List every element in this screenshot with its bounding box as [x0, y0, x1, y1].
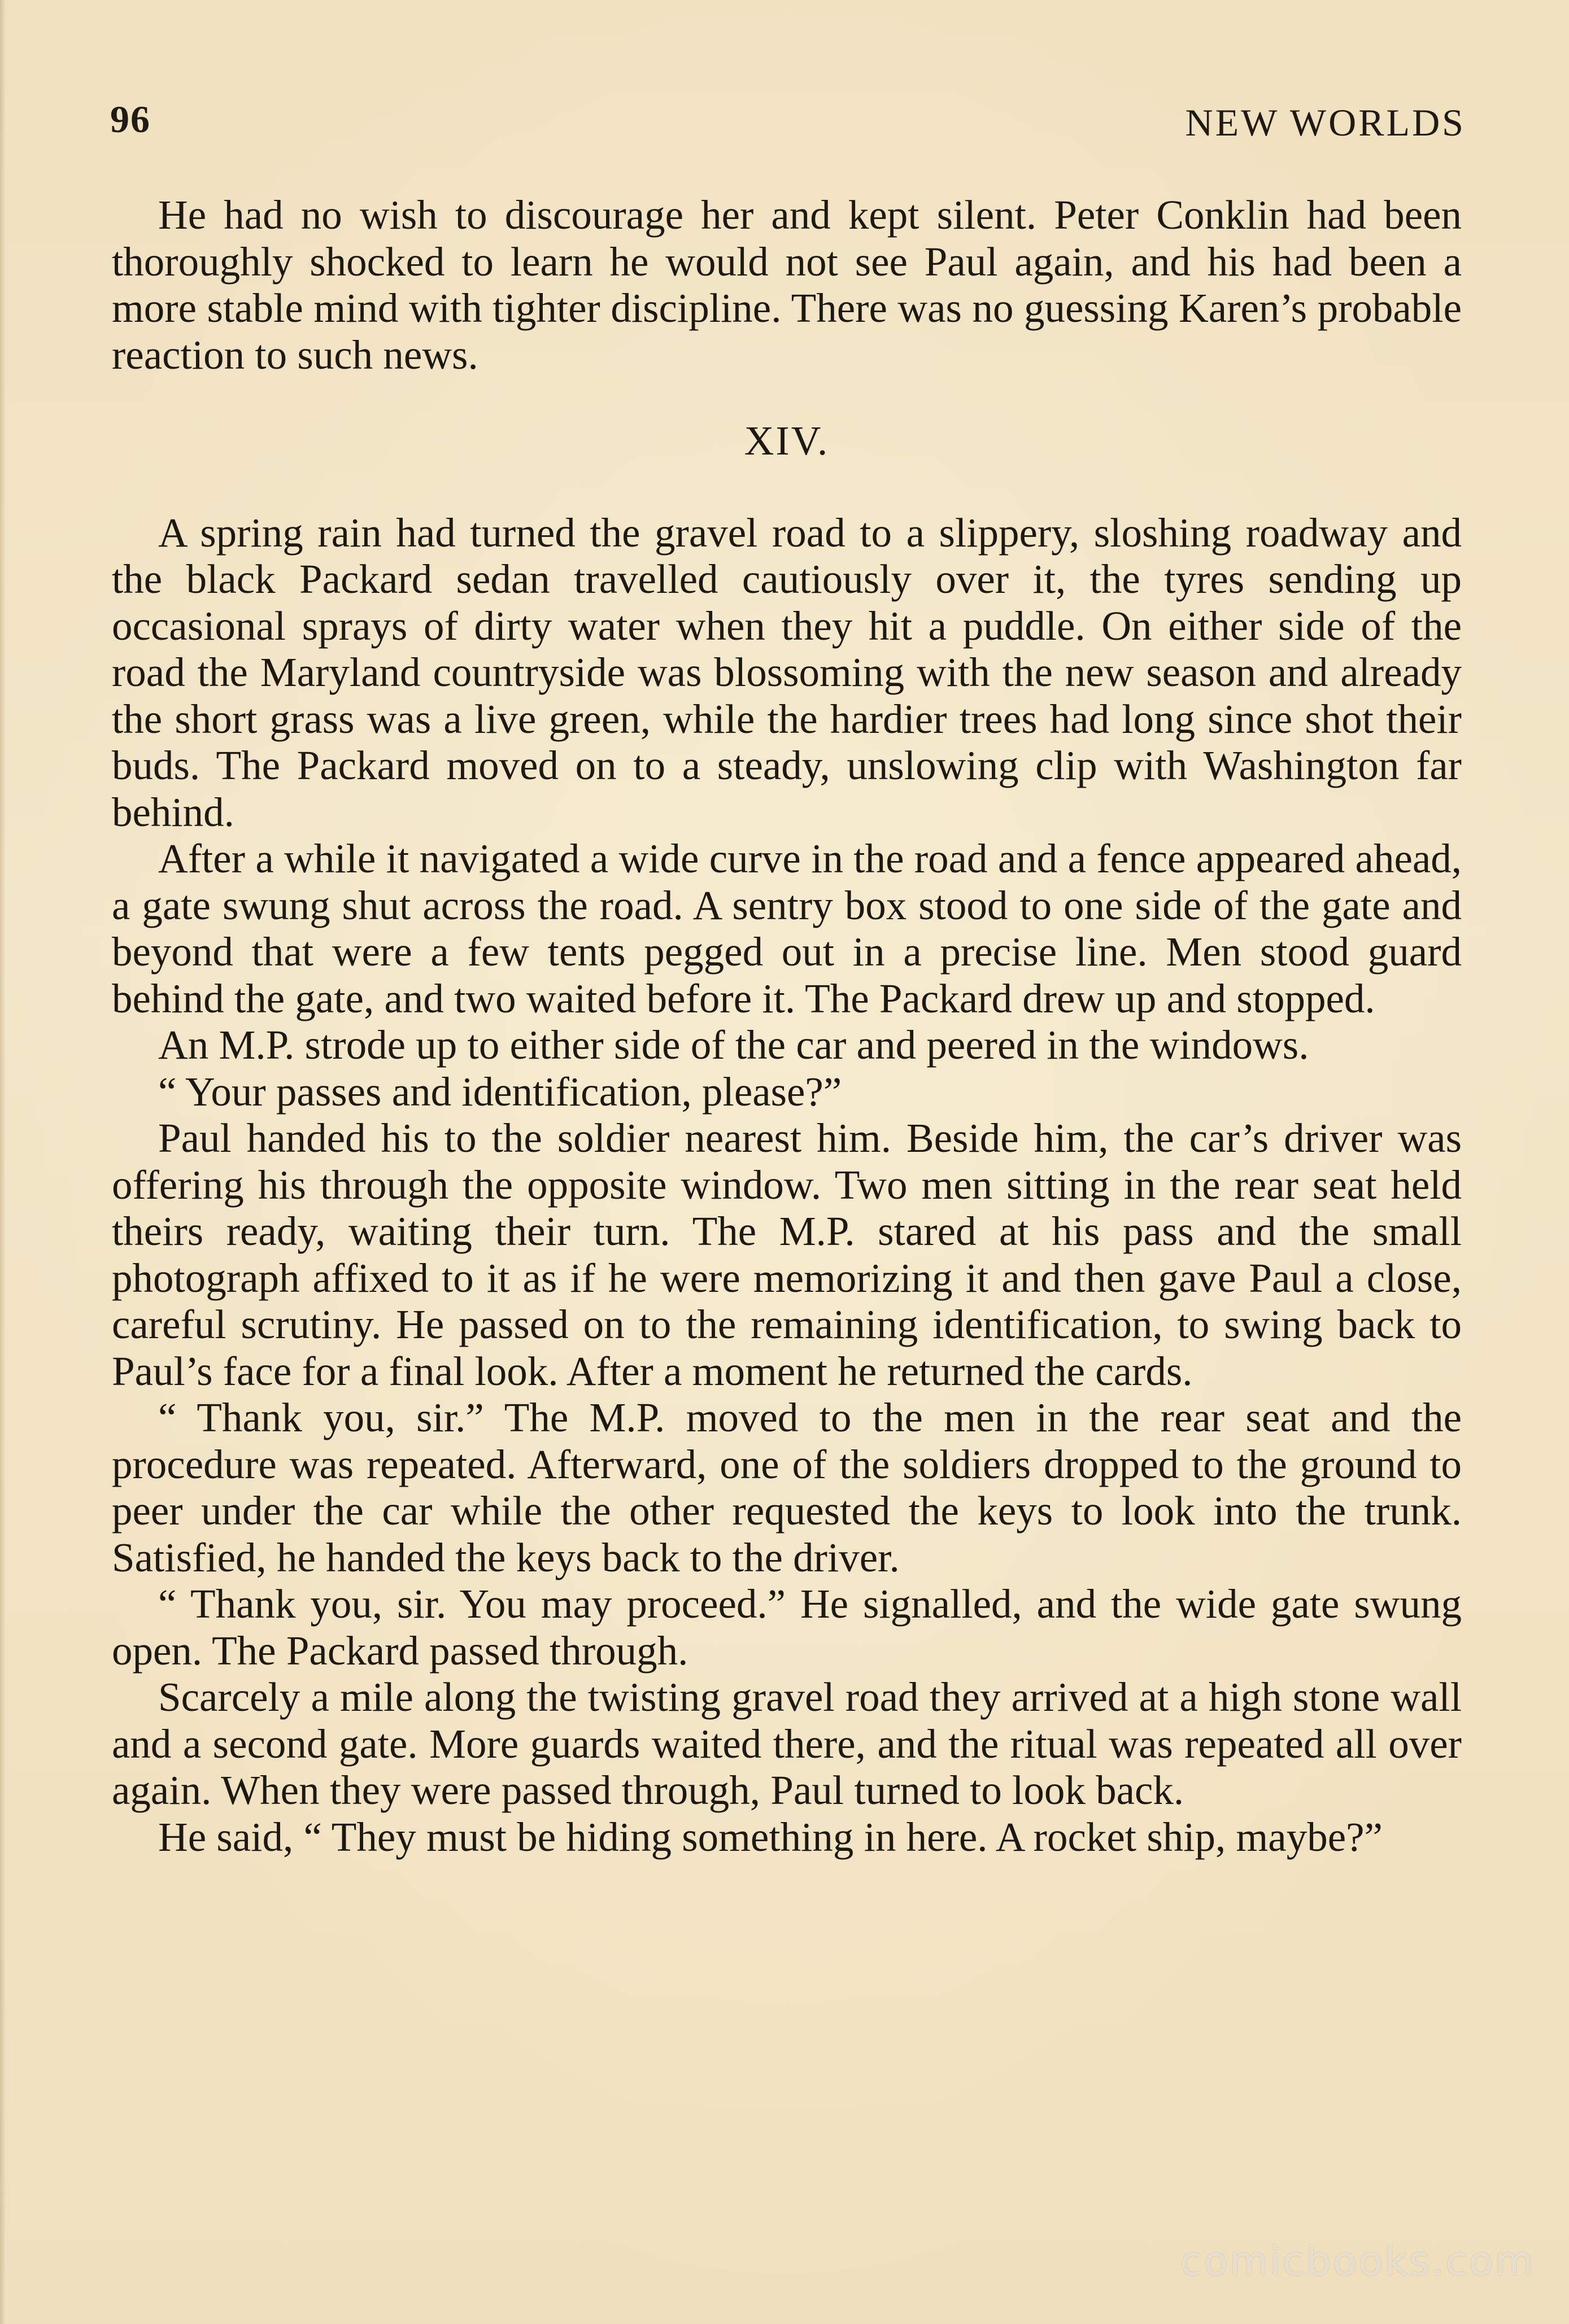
body-text: [112, 192, 1462, 1860]
paragraph: “ Thank you, sir. You may proceed.” He signalled, and the wide gate swung open. The Packard passed through.: [112, 1581, 1462, 1674]
paragraph: He said, “ They must be hiding something in here. A rocket ship, maybe?”: [158, 1814, 1383, 1860]
paragraph: A spring rain had turned the gravel road to a slippery, sloshing roadway and the black Packard sedan travelled cautiously over it, the tyres sending up occasional sprays of dirty water when they hit a puddle. On either side of the road the Maryland countryside was blossoming with the new season and already the short grass was a live green, while the hardier trees had long since shot their buds. The Packard moved on to a steady, unslowing clip with Washington far behind.: [112, 509, 1462, 835]
paragraph: “ Your passes and identification, please?”: [158, 1068, 842, 1115]
page-edge-shadow: [0, 0, 6, 2324]
paragraph: He had no wish to discourage her and kept silent. Peter Conklin had been thoroughly shocked to learn he would not see Paul again, and his had been a more stable mind with tighter discipline. There was no guessing Karen’s probable reaction to such news.: [112, 192, 1462, 378]
page-header: [110, 97, 1466, 159]
running-head: NEW WORLDS: [1185, 101, 1466, 144]
paragraph: Paul handed his to the soldier nearest him. Beside him, the car’s driver was offering his through the opposite window. Two men sitting in the rear seat held theirs ready, waiting their turn. The M.P. stared at his pass and the small photograph affixed to it as if he were memorizing it and then gave Paul a close, careful scrutiny. He passed on to the remaining identification, to swing back to Paul’s face for a final look. After a moment he returned the cards.: [112, 1115, 1462, 1394]
chapter-heading: XIV.: [744, 418, 830, 464]
watermark: comicbooks.com: [1180, 2238, 1535, 2284]
paragraph: “ Thank you, sir.” The M.P. moved to the men in the rear seat and the procedure was repeated. Afterward, one of the soldiers dropped to the ground to peer under the car while the other requested the keys to look into the trunk. Satisfied, he handed the keys back to the driver.: [112, 1395, 1462, 1580]
paragraph: An M.P. strode up to either side of the car and peered in the windows.: [158, 1022, 1309, 1068]
paragraph: Scarcely a mile along the twisting gravel road they arrived at a high stone wall and a second gate. More guards waited there, and the ritual was repeated all over again. When they were passed through, Paul turned to look back.: [112, 1674, 1462, 1813]
paragraph: After a while it navigated a wide curve in the road and a fence appeared ahead, a gate swung shut across the road. A sentry box stood to one side of the gate and beyond that were a few tents pegged out in a precise line. Men stood guard behind the gate, and two waited before it. The Packard drew up and stopped.: [112, 836, 1462, 1021]
page-number: 96: [110, 98, 151, 141]
